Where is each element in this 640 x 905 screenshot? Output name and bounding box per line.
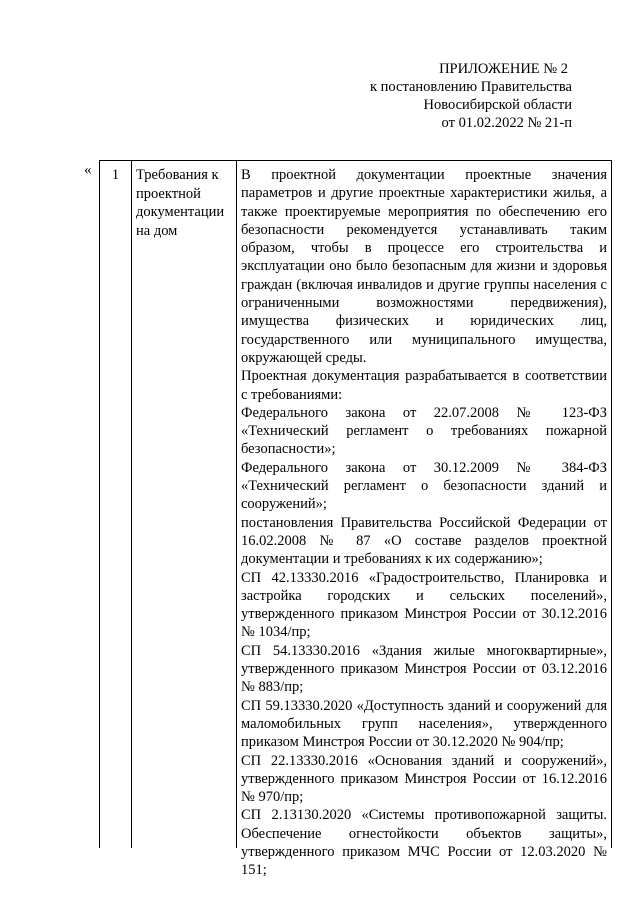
description-paragraph: СП 42.13330.2016 «Градостроительство, Планировка и застройка городских и сельских поселений», утвержденного приказом Минстроя России от 30.12.2016 № 1034/пр; [241,569,607,641]
requirement-description [241,166,607,880]
description-paragraph: постановления Правительства Российской Федерации от 16.02.2008 № 87 «О составе разделов проектной документации и требованиях к их содержанию»; [241,514,607,568]
description-paragraph: Федерального закона от 22.07.2008 № 123-ФЗ «Технический регламент о требованиях пожарной безопасности»; [241,404,607,458]
opening-quote-mark: « [84,162,92,178]
appendix-date-number: от 01.02.2022 № 21-п [441,115,572,131]
column-divider [131,161,132,848]
description-paragraph: В проектной документации проектные значения параметров и другие проектные характеристики жилья, а также проектируемые мероприятия по обеспечению его безопасности рекомендуется устанавливать таким образом, чтобы в процессе его строительства и эксплуатации оно было безопасным для жизни и здоровья граждан (включая инвалидов и другие группы населения с ограниченными возможностями передвижения), имущества физических и юридических лиц, государственного или муниципального имущества, окружающей среды. [241,167,607,366]
description-paragraph: СП 2.13130.2020 «Системы противопожарной защиты. Обеспечение огнестойкости объектов защиты», утвержденного приказом МЧС России от 12.03.2020 № 151; [241,807,607,879]
description-paragraph: СП 59.13330.2020 «Доступность зданий и сооружений для маломобильных групп населения», утвержденного приказом Минстроя России от 30.12.2020 № 904/пр; [241,697,607,751]
appendix-subtitle-line: к постановлению Правительства [370,79,572,95]
column-divider [236,161,237,848]
appendix-title: ПРИЛОЖЕНИЕ № 2 [439,61,568,77]
appendix-subtitle-line: Новосибирской области [423,97,572,113]
description-paragraph: Проектная документация разрабатывается в соответствии с требованиями: [241,368,607,403]
appendix-header [300,60,572,132]
requirements-table [99,160,612,879]
requirement-title: Требования к проектной документации на дом [136,167,225,239]
description-paragraph: СП 54.13330.2016 «Здания жилые многоквартирные», утвержденного приказом Минстроя России от 03.12.2016 № 883/пр; [241,642,607,696]
row-number: 1 [111,167,120,183]
description-paragraph: Федерального закона от 30.12.2009 № 384-ФЗ «Технический регламент о безопасности зданий и сооружений»; [241,459,607,513]
description-paragraph: СП 22.13330.2016 «Основания зданий и сооружений», утвержденного приказом Минстроя России от 16.12.2016 № 970/пр; [241,752,607,806]
